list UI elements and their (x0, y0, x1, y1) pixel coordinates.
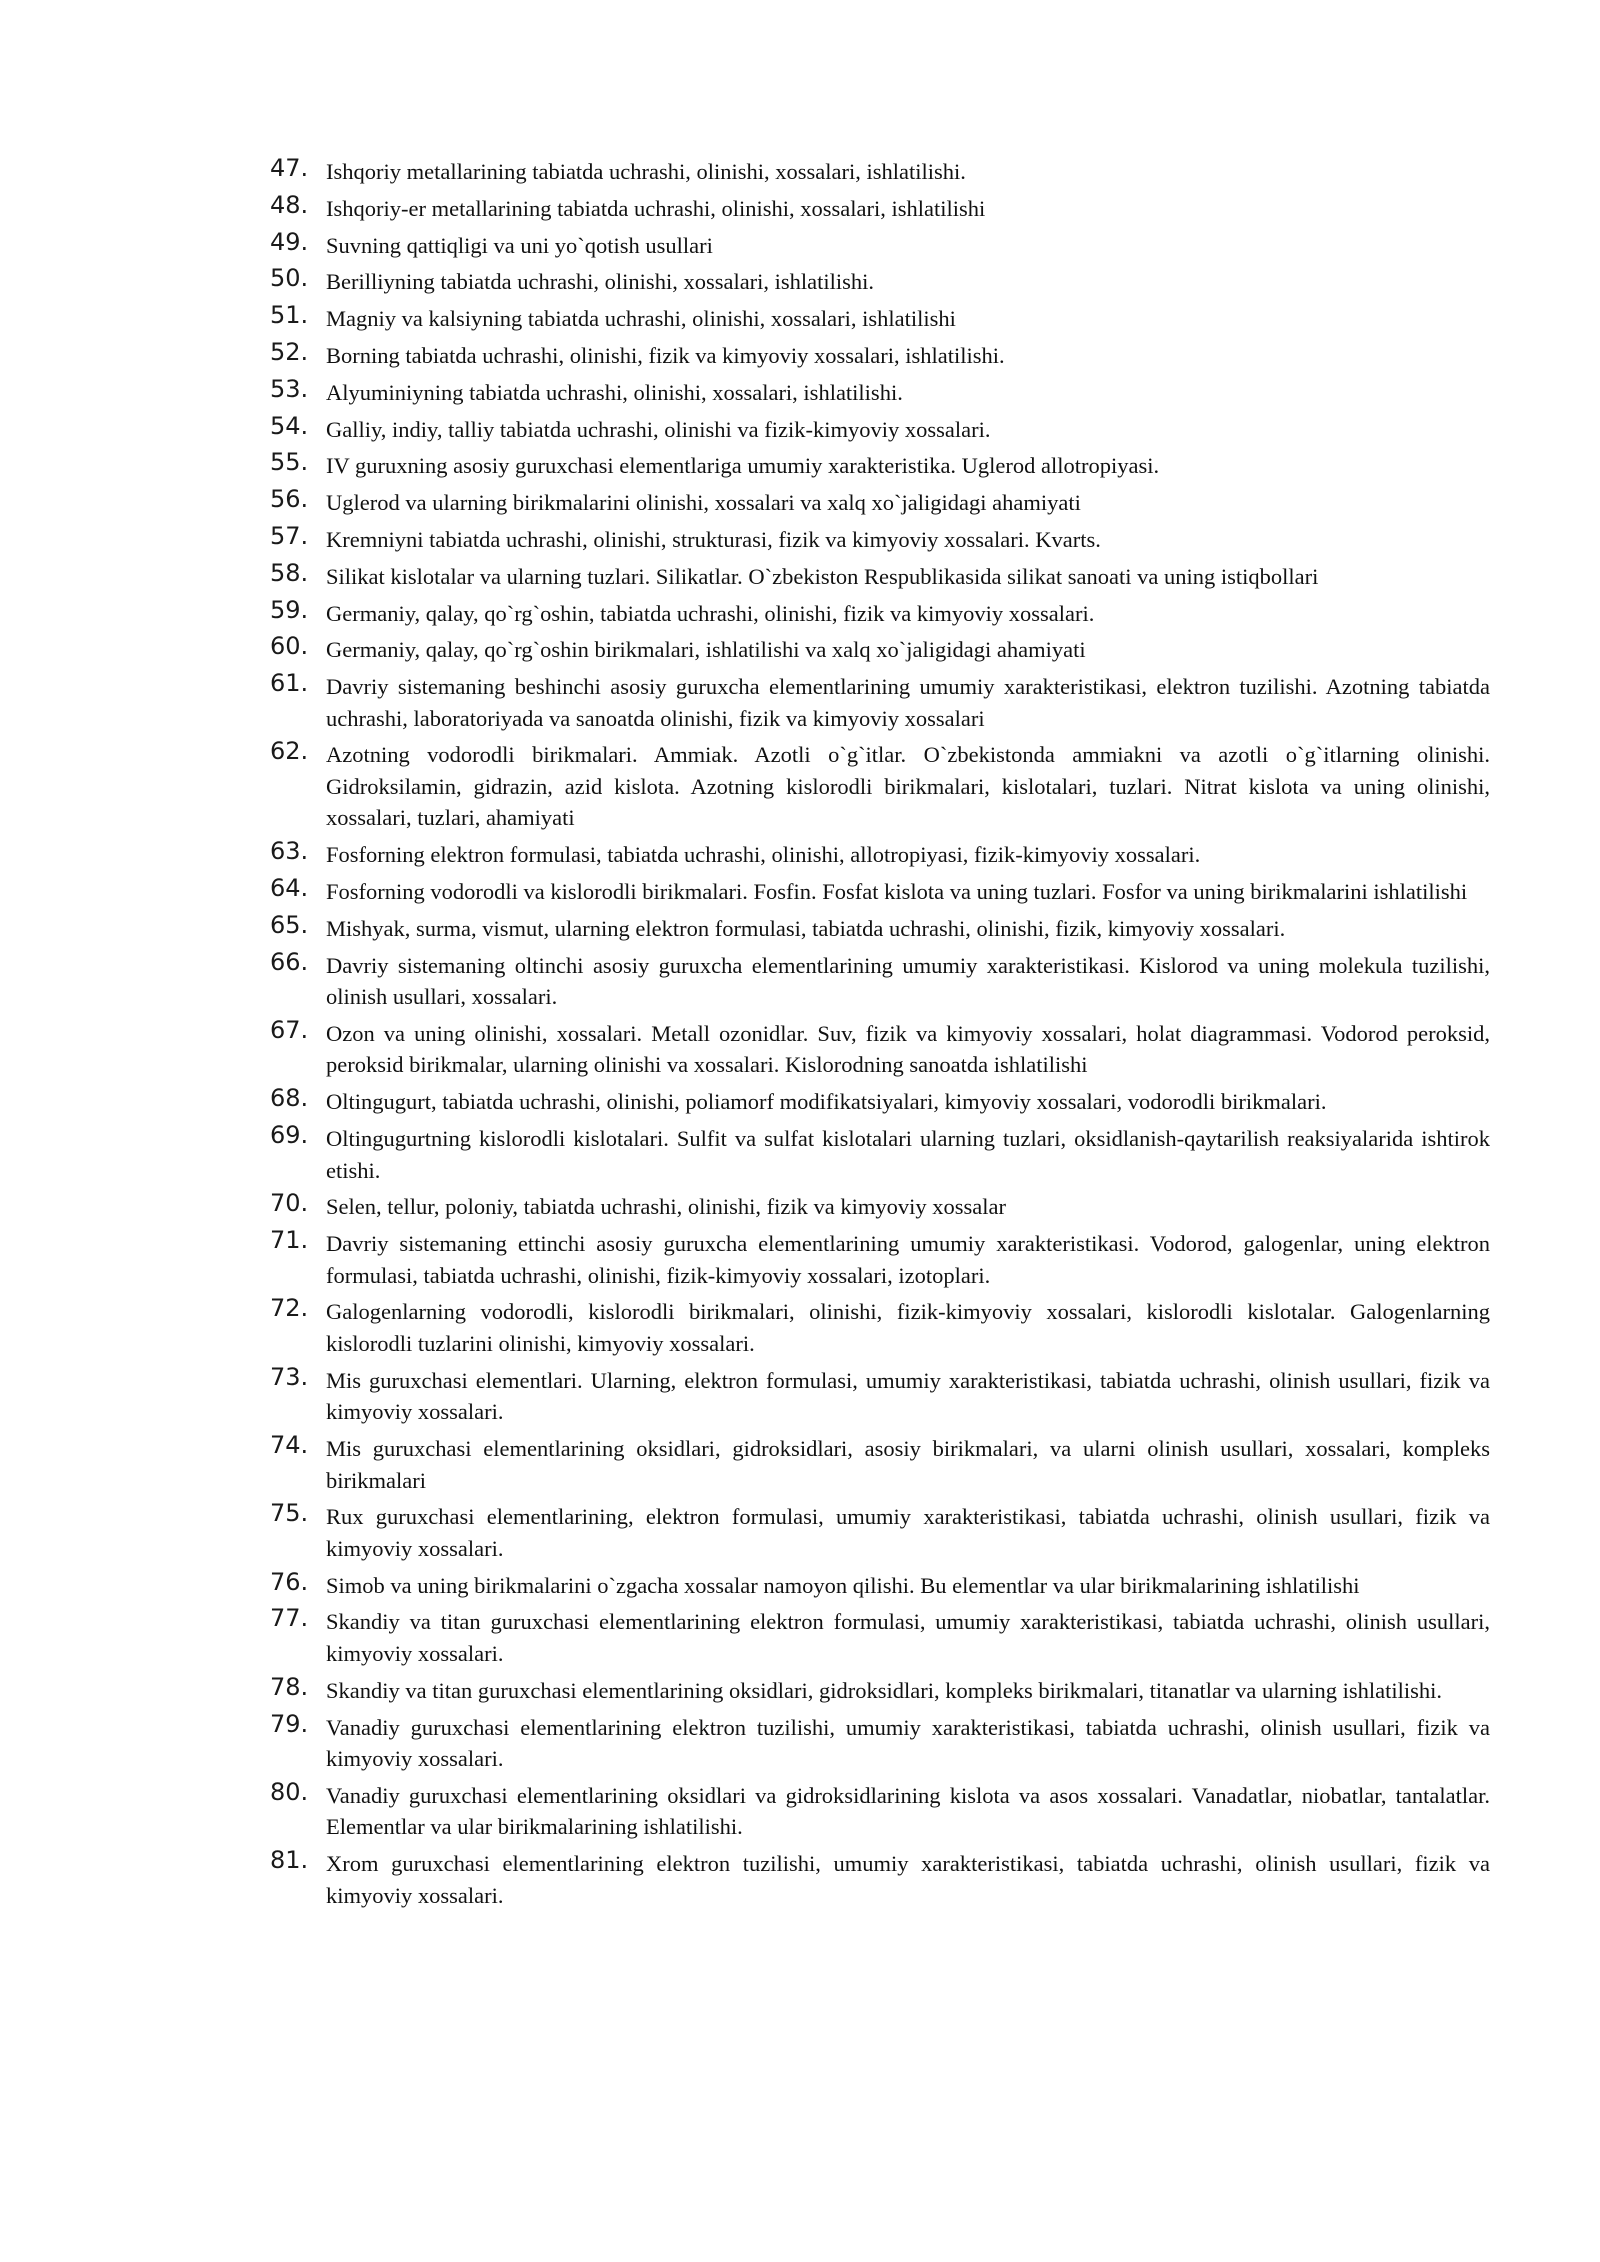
question-text: Kremniyni tabiatda uchrashi, olinishi, strukturasi, fizik va kimyoviy xossalari. Kvarts. (326, 526, 1101, 552)
question-number: 67. (270, 1015, 309, 1044)
question-text: Skandiy va titan guruxchasi elementlarining oksidlari, gidroksidlari, kompleks birikmalari, titanatlar va ularning ishlatilishi. (326, 1677, 1443, 1703)
list-item (270, 521, 1490, 556)
question-text: Berilliyning tabiatda uchrashi, olinishi, xossalari, ishlatilishi. (326, 269, 875, 295)
list-item (270, 634, 1490, 666)
question-number: 49. (270, 227, 309, 256)
question-number: 62. (270, 737, 309, 766)
list-item (270, 947, 1490, 1013)
list-item (270, 1086, 1490, 1118)
question-list (270, 156, 1490, 1916)
question-text: Mis guruxchasi elementlari. Ularning, elektron formulasi, umumiy xarakteristikasi, tabiatda uchrashi, olinish usullari, fizik va kimyoviy xossalari. (326, 1367, 1490, 1425)
question-text: Xrom guruxchasi elementlarining elektron tuzilishi, umumiy xarakteristikasi, tabiatda uchrashi, olinish usullari, fizik va kimyoviy xossalari. (326, 1851, 1490, 1908)
question-number: 70. (270, 1189, 309, 1218)
question-text: Davriy sistemaning oltinchi asosiy guruxcha elementlarining umumiy xarakteristikasi. Kislorod va uning molekula tuzilishi, olinish usullari, xossalari. (326, 952, 1490, 1010)
list-item (270, 671, 1490, 734)
list-item (270, 1362, 1490, 1428)
question-text: Ishqoriy metallarining tabiatda uchrashi, olinishi, xossalari, ishlatilishi. (326, 159, 966, 184)
question-number: 76. (270, 1567, 309, 1596)
list-item (270, 411, 1490, 446)
question-number: 68. (270, 1084, 309, 1113)
question-text: Galliy, indiy, talliy tabiatda uchrashi, olinishi va fizik-kimyoviy xossalari. (326, 416, 991, 442)
list-item (270, 156, 1490, 188)
question-text: Ishqoriy-er metallarining tabiatda uchrashi, olinishi, xossalari, ishlatilishi (326, 195, 986, 221)
list-item (270, 1848, 1490, 1911)
question-text: Mishyak, surma, vismut, ularning elektron formulasi, tabiatda uchrashi, olinishi, fizik, kimyoviy xossalari. (326, 915, 1286, 941)
question-number: 79. (270, 1709, 309, 1738)
list-item (270, 839, 1490, 871)
question-number: 77. (270, 1604, 309, 1633)
list-item (270, 876, 1490, 908)
list-item (270, 374, 1490, 409)
list-item (270, 558, 1490, 593)
question-number: 81. (270, 1846, 309, 1875)
list-item (270, 337, 1490, 372)
question-number: 75. (270, 1499, 309, 1528)
question-text: Mis guruxchasi elementlarining oksidlari, gidroksidlari, asosiy birikmalari, va ularni olinish usullari, xossalari, kompleks birikmalari (326, 1436, 1490, 1493)
question-number: 66. (270, 947, 309, 976)
list-item (270, 910, 1490, 945)
list-item (270, 190, 1490, 225)
question-number: 63. (270, 837, 309, 866)
list-item (270, 1015, 1490, 1081)
list-item (270, 266, 1490, 298)
question-number: 72. (270, 1294, 309, 1323)
question-number: 52. (270, 337, 309, 366)
question-number: 51. (270, 301, 309, 330)
question-number: 59. (270, 595, 309, 624)
list-item (270, 1123, 1490, 1186)
question-number: 64. (270, 874, 309, 903)
list-item (270, 1296, 1490, 1359)
question-text: Alyuminiyning tabiatda uchrashi, olinishi, xossalari, ishlatilishi. (326, 379, 903, 405)
question-number: 57. (270, 521, 309, 550)
question-number: 65. (270, 910, 309, 939)
question-number: 48. (270, 190, 309, 219)
question-text: Uglerod va ularning birikmalarini olinishi, xossalari va xalq xo`jaligidagi ahamiyati (326, 490, 1081, 516)
list-item (270, 450, 1490, 482)
question-text: Germaniy, qalay, qo`rg`oshin birikmalari, ishlatilishi va xalq xo`jaligidagi ahamiyati (326, 637, 1086, 663)
question-text: Davriy sistemaning ettinchi asosiy guruxcha elementlarining umumiy xarakteristikasi. Vodorod, galogenlar, uning elektron formulasi, tabiatda uchrashi, olinishi, fizik-kimyoviy xossalari, izotoplari. (326, 1231, 1490, 1288)
question-text: Ozon va uning olinishi, xossalari. Metall ozonidlar. Suv, fizik va kimyoviy xossalari, holat diagrammasi. Vodorod peroksid, peroksid birikmalar, ularning olinishi va xossalari. Kislorodning sanoatda ishlatilishi (326, 1020, 1490, 1078)
list-item (270, 1191, 1490, 1223)
list-item (270, 1433, 1490, 1496)
question-number: 58. (270, 558, 309, 587)
question-number: 56. (270, 485, 309, 514)
question-text: Selen, tellur, poloniy, tabiatda uchrashi, olinishi, fizik va kimyoviy xossalar (326, 1194, 1007, 1220)
question-text: Skandiy va titan guruxchasi elementlarining elektron formulasi, umumiy xarakteristikasi, tabiatda uchrashi, olinish usullari, kimyoviy xossalari. (326, 1609, 1490, 1666)
question-number: 69. (270, 1121, 309, 1150)
question-text: Silikat kislotalar va ularning tuzlari. Silikatlar. O`zbekiston Respublikasida silikat sanoati va uning istiqbollari (326, 563, 1319, 589)
question-text: Suvning qattiqligi va uni yo`qotish usullari (326, 232, 713, 258)
question-text: Germaniy, qalay, qo`rg`oshin, tabiatda uchrashi, olinishi, fizik va kimyoviy xossalari. (326, 600, 1095, 626)
question-text: Azotning vodorodli birikmalari. Ammiak. Azotli o`g`itlar. O`zbekistonda ammiakni va azotli o`g`itlarning olinishi. Gidroksilamin, gidrazin, azid kislota. Azotning kislorodli birikmalari, kislotalari, tuzlari. Nitrat kislota va uning olinishi, xossalari, tuzlari, ahamiyati (326, 742, 1490, 831)
question-number: 55. (270, 448, 309, 477)
question-text: Vanadiy guruxchasi elementlarining oksidlari va gidroksidlarining kislota va asos xossalari. Vanadatlar, niobatlar, tantalatlar. Elementlar va ular birikmalarining ishlatilishi. (326, 1782, 1490, 1840)
question-text: Galogenlarning vodorodli, kislorodli birikmalari, olinishi, fizik-kimyoviy xossalari, kislorodli kislotalar. Galogenlarning kislorodli tuzlarini olinishi, kimyoviy xossalari. (326, 1299, 1490, 1356)
question-text: Rux guruxchasi elementlarining, elektron formulasi, umumiy xarakteristikasi, tabiatda uchrashi, olinish usullari, fizik va kimyoviy xossalari. (326, 1504, 1490, 1561)
list-item (270, 227, 1490, 262)
list-item (270, 1777, 1490, 1843)
question-text: Fosforning vodorodli va kislorodli birikmalari. Fosfin. Fosfat kislota va uning tuzlari. Fosfor va uning birikmalarini ishlatilishi (326, 879, 1468, 905)
list-item (270, 1606, 1490, 1669)
question-number: 61. (270, 669, 309, 698)
question-text: IV guruxning asosiy guruxchasi elementlariga umumiy xarakteristika. Uglerod allotropiyasi. (326, 453, 1160, 479)
question-number: 78. (270, 1672, 309, 1701)
list-item (270, 739, 1490, 834)
question-number: 53. (270, 374, 309, 403)
question-number: 47. (270, 154, 309, 182)
question-text: Fosforning elektron formulasi, tabiatda uchrashi, olinishi, allotropiyasi, fizik-kimyoviy xossalari. (326, 842, 1201, 868)
list-item (270, 487, 1490, 519)
question-text: Davriy sistemaning beshinchi asosiy guruxcha elementlarining umumiy xarakteristikasi, elektron tuzilishi. Azotning tabiatda uchrashi, laboratoriyada va sanoatda olinishi, fizik va kimyoviy xossalari (326, 674, 1490, 731)
question-text: Oltingugurtning kislorodli kislotalari. Sulfit va sulfat kislotalari ularning tuzlari, oksidlanish-qaytarilish reaksiyalarida ishtirok etishi. (326, 1126, 1490, 1183)
question-text: Borning tabiatda uchrashi, olinishi, fizik va kimyoviy xossalari, ishlatilishi. (326, 342, 1005, 368)
question-text: Simob va uning birikmalarini o`zgacha xossalar namoyon qilishi. Bu elementlar va ular birikmalarining ishlatilishi (326, 1572, 1360, 1598)
question-number: 73. (270, 1362, 309, 1391)
list-item (270, 1501, 1490, 1564)
list-item (270, 1709, 1490, 1775)
question-number: 60. (270, 632, 309, 661)
question-text: Oltingugurt, tabiatda uchrashi, olinishi, poliamorf modifikatsiyalari, kimyoviy xossalari, vodorodli birikmalari. (326, 1089, 1327, 1115)
question-text: Vanadiy guruxchasi elementlarining elektron tuzilishi, umumiy xarakteristikasi, tabiatda uchrashi, olinish usullari, fizik va kimyoviy xossalari. (326, 1714, 1490, 1771)
question-number: 50. (270, 264, 309, 293)
question-number: 74. (270, 1431, 309, 1460)
list-item (270, 1567, 1490, 1602)
question-text: Magniy va kalsiyning tabiatda uchrashi, olinishi, xossalari, ishlatilishi (326, 306, 956, 332)
list-item (270, 1228, 1490, 1291)
question-number: 80. (270, 1777, 309, 1806)
list-item (270, 1672, 1490, 1707)
question-number: 71. (270, 1226, 309, 1255)
list-item (270, 595, 1490, 630)
list-item (270, 303, 1490, 335)
question-number: 54. (270, 411, 309, 440)
